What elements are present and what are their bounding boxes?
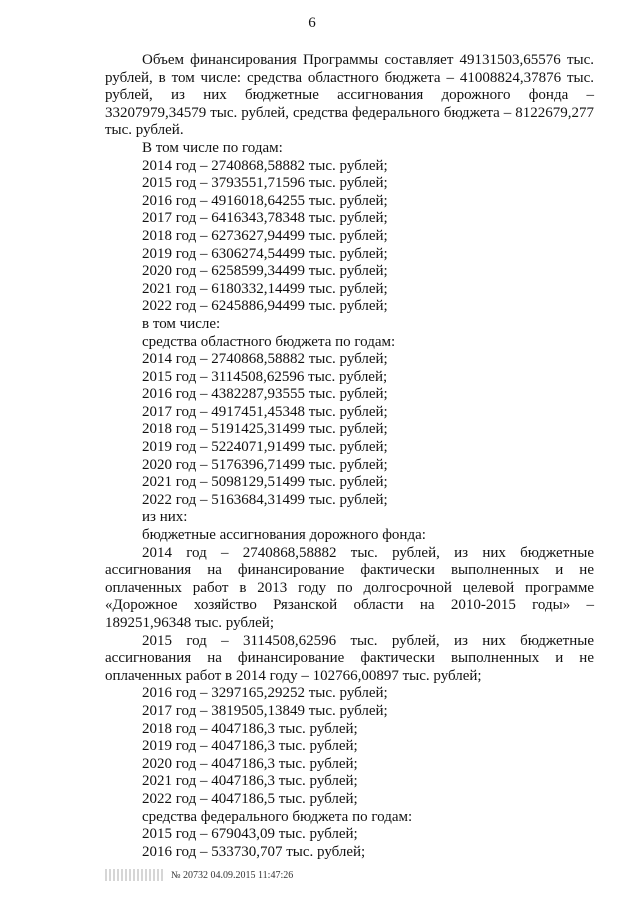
list-item: 2020 год – 5176396,71499 тыс. рублей; <box>142 456 388 473</box>
registry-stamp-icon <box>105 869 163 881</box>
list-item: 2015 год – 3114508,62596 тыс. рублей; <box>142 368 388 385</box>
list-item: 2014 год – 2740868,58882 тыс. рублей; <box>142 157 388 174</box>
list-item: 2018 год – 6273627,94499 тыс. рублей; <box>142 227 388 244</box>
list-item: 2016 год – 4382287,93555 тыс. рублей; <box>142 386 388 403</box>
including-label: в том числе: <box>142 315 221 332</box>
list-item: 2019 год – 5224071,91499 тыс. рублей; <box>142 439 388 456</box>
page-number: 6 <box>308 15 316 31</box>
list-item: 2021 год – 4047186,3 тыс. рублей; <box>142 773 358 790</box>
federal-heading: средства федерального бюджета по годам: <box>142 808 413 825</box>
list-item: 2020 год – 4047186,3 тыс. рублей; <box>142 755 358 772</box>
list-item: 2016 год – 4916018,64255 тыс. рублей; <box>142 192 388 209</box>
road-fund-2014: 2014 год – 2740868,58882 тыс. рублей, из них бюджетные ассигнования на финансирование фактически выполненных и не оплаченных работ в 2013 году по долгосрочной целевой программе «Дорожное хозяйство Рязанской области на 2010-2015 годы» – 189251,96348 тыс. рублей; <box>105 544 594 631</box>
intro-paragraph: Объем финансирования Программы составляет 49131503,65576 тыс. рублей, в том числе: средства областного бюджета – 41008824,37876 тыс. рублей, из них бюджетные ассигнования дорожного фонда – 33207979,34579 тыс. рублей, средства федерального бюджета – 8122679,277 тыс. рублей. <box>105 52 594 139</box>
list-item: 2019 год – 6306274,54499 тыс. рублей; <box>142 245 388 262</box>
federal-by-year-list <box>105 826 594 861</box>
footer <box>105 869 293 881</box>
regional-heading: средства областного бюджета по годам: <box>142 333 396 350</box>
list-item: 2015 год – 3793551,71596 тыс. рублей; <box>142 175 388 192</box>
list-item: 2015 год – 679043,09 тыс. рублей; <box>142 826 358 843</box>
document-body <box>105 52 594 861</box>
list-item: 2017 год – 4917451,45348 тыс. рублей; <box>142 403 388 420</box>
list-item: 2018 год – 5191425,31499 тыс. рублей; <box>142 421 388 438</box>
list-item: 2014 год – 2740868,58882 тыс. рублей; <box>142 351 388 368</box>
list-item: 2016 год – 3297165,29252 тыс. рублей; <box>142 685 388 702</box>
regional-by-year-list <box>105 351 594 509</box>
of-them-label: из них: <box>142 509 188 526</box>
list-item: 2017 год – 3819505,13849 тыс. рублей; <box>142 702 388 719</box>
list-item: 2016 год – 533730,707 тыс. рублей; <box>142 843 366 860</box>
list-item: 2017 год – 6416343,78348 тыс. рублей; <box>142 210 388 227</box>
list-item: 2020 год – 6258599,34499 тыс. рублей; <box>142 263 388 280</box>
total-heading: В том числе по годам: <box>142 139 283 156</box>
document-number: № 20732 04.09.2015 11:47:26 <box>171 869 294 881</box>
road-fund-by-year-list <box>105 685 594 808</box>
list-item: 2022 год – 5163684,31499 тыс. рублей; <box>142 491 388 508</box>
road-fund-heading: бюджетные ассигнования дорожного фонда: <box>142 527 426 544</box>
list-item: 2021 год – 5098129,51499 тыс. рублей; <box>142 474 388 491</box>
road-fund-2015: 2015 год – 3114508,62596 тыс. рублей, из них бюджетные ассигнования на финансирование фактически выполненных и не оплаченных работ в 2014 году – 102766,00897 тыс. рублей; <box>105 632 594 684</box>
total-by-year-list <box>105 158 594 316</box>
list-item: 2022 год – 4047186,5 тыс. рублей; <box>142 790 358 807</box>
list-item: 2018 год – 4047186,3 тыс. рублей; <box>142 720 358 737</box>
list-item: 2019 год – 4047186,3 тыс. рублей; <box>142 738 358 755</box>
list-item: 2021 год – 6180332,14499 тыс. рублей; <box>142 280 388 297</box>
list-item: 2022 год – 6245886,94499 тыс. рублей; <box>142 298 388 315</box>
